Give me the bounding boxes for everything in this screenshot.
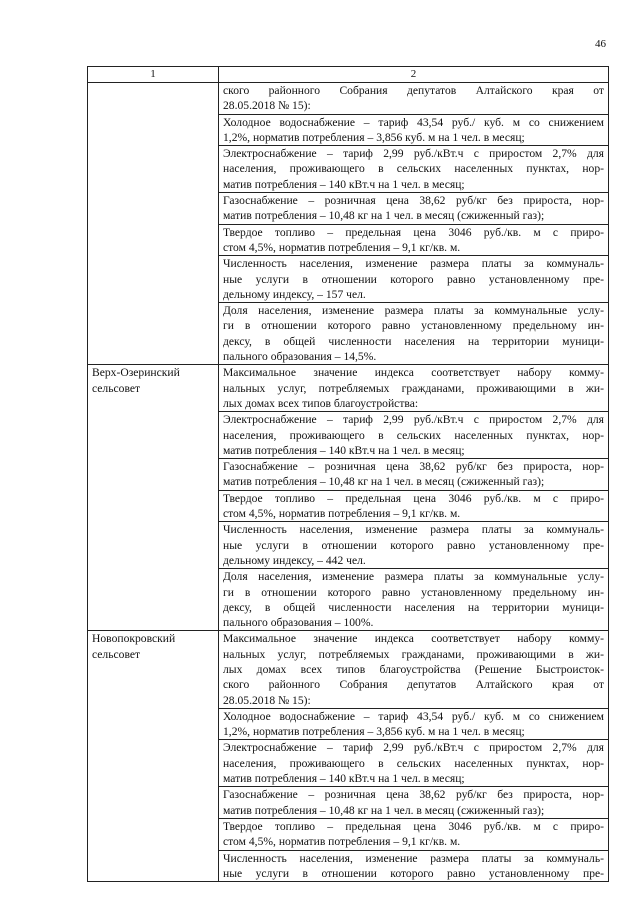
text-line: ги в отношении которого равно установленному предельному ин- <box>223 585 604 599</box>
text-line: Газоснабжение – розничная цена 38,62 руб/кг без прироста, нор- <box>223 460 604 474</box>
text-line: Электроснабжение – тариф 2,99 руб./кВт.ч с приростом 2,7% для <box>223 413 604 427</box>
text-line: Холодное водоснабжение – тариф 43,54 руб./ куб. м со снижением <box>223 709 604 723</box>
municipality-name-line: сельсовет <box>92 381 141 395</box>
municipality-cell <box>88 83 219 365</box>
tariff-paragraph <box>219 522 608 569</box>
text-line: Доля населения, изменение размера платы за коммунальные услу- <box>223 570 604 584</box>
text-line: 28.05.2018 № 15): <box>223 693 311 707</box>
page-number: 46 <box>595 38 606 50</box>
text-line: Максимальное значение индекса соответствует набору комму- <box>223 366 604 380</box>
tariff-table <box>87 66 609 882</box>
text-line: стом 4,5%, норматив потребления – 9,1 кг/кв. м. <box>223 240 461 254</box>
header-col-2: 2 <box>219 67 609 83</box>
text-line: Численность населения, изменение размера платы за коммуналь- <box>223 257 604 271</box>
text-line: ского районного Собрания депутатов Алтайского края от <box>223 84 604 97</box>
tariff-paragraph <box>219 303 608 364</box>
tariff-paragraph <box>219 83 608 115</box>
text-line: нальных услуг, потребляемых гражданами, проживающими в жи- <box>223 647 604 661</box>
text-line: дельному индексу, – 442 чел. <box>223 553 366 567</box>
text-line: Газоснабжение – розничная цена 38,62 руб/кг без прироста, нор- <box>223 194 604 208</box>
text-line: Электроснабжение – тариф 2,99 руб./кВт.ч с приростом 2,7% для <box>223 741 604 755</box>
text-line: 1,2%, норматив потребления – 3,856 куб. м на 1 чел. в месяц; <box>223 725 525 739</box>
tariff-paragraph <box>219 412 608 459</box>
table-header-row <box>88 67 609 83</box>
text-line: ные услуги в отношении которого равно установленному пре- <box>223 538 604 552</box>
text-line: ные услуги в отношении которого равно установленному пре- <box>223 272 604 286</box>
table-row <box>88 365 609 631</box>
municipality-name-line: сельсовет <box>92 647 141 661</box>
tariff-paragraph <box>219 365 608 412</box>
text-line: населения, проживающего в сельских населенных пунктах, нор- <box>223 428 604 442</box>
tariff-paragraph <box>219 709 608 741</box>
description-cell <box>219 365 609 631</box>
text-line: дельному индексу, – 157 чел. <box>223 287 366 301</box>
text-line: пального образования – 14,5%. <box>223 350 377 364</box>
municipality-cell <box>88 631 219 882</box>
text-line: Твердое топливо – предельная цена 3046 руб./кв. м с приро- <box>223 491 604 505</box>
text-line: населения, проживающего в сельских населенных пунктах, нор- <box>223 756 604 770</box>
header-col-1: 1 <box>88 67 219 83</box>
table-row <box>88 631 609 882</box>
tariff-paragraph <box>219 569 608 630</box>
text-line: Холодное водоснабжение – тариф 43,54 руб./ куб. м со снижением <box>223 115 604 129</box>
tariff-paragraph <box>219 225 608 257</box>
text-line: Численность населения, изменение размера платы за коммуналь- <box>223 851 604 865</box>
text-line: Максимальное значение индекса соответствует набору комму- <box>223 632 604 646</box>
text-line: Газоснабжение – розничная цена 38,62 руб/кг без прироста, нор- <box>223 788 604 802</box>
text-line: матив потребления – 10,48 кг на 1 чел. в месяц (сжиженный газ); <box>223 209 545 223</box>
text-line: матив потребления – 140 кВт.ч на 1 чел. в месяц; <box>223 772 465 786</box>
text-line: 1,2%, норматив потребления – 3,856 куб. м на 1 чел. в месяц; <box>223 130 525 144</box>
tariff-paragraph <box>219 146 608 193</box>
tariff-paragraph <box>219 491 608 523</box>
text-line: Численность населения, изменение размера платы за коммуналь- <box>223 523 604 537</box>
text-line: матив потребления – 140 кВт.ч на 1 чел. в месяц; <box>223 177 465 191</box>
text-line: матив потребления – 140 кВт.ч на 1 чел. в месяц; <box>223 443 465 457</box>
table-row <box>88 83 609 365</box>
text-line: матив потребления – 10,48 кг на 1 чел. в месяц (сжиженный газ); <box>223 475 545 489</box>
tariff-paragraph <box>219 819 608 851</box>
text-line: дексу, в общей численности населения на территории муници- <box>223 334 604 348</box>
text-line: нальных услуг, потребляемых гражданами, проживающими в жи- <box>223 381 604 395</box>
text-line: стом 4,5%, норматив потребления – 9,1 кг/кв. м. <box>223 507 461 521</box>
tariff-paragraph <box>219 256 608 303</box>
text-line: матив потребления – 10,48 кг на 1 чел. в месяц (сжиженный газ); <box>223 803 545 817</box>
text-line: Доля населения, изменение размера платы за коммунальные услу- <box>223 304 604 318</box>
description-cell <box>219 631 609 882</box>
text-line: Твердое топливо – предельная цена 3046 руб./кв. м с приро- <box>223 819 604 833</box>
tariff-paragraph <box>219 115 608 147</box>
text-line: Твердое топливо – предельная цена 3046 руб./кв. м с приро- <box>223 225 604 239</box>
text-line: 28.05.2018 № 15): <box>223 99 311 113</box>
text-line: дексу, в общей численности населения на территории муници- <box>223 600 604 614</box>
municipality-name-line: Верх-Озеринский <box>92 366 180 380</box>
tariff-paragraph <box>219 851 608 882</box>
tariff-paragraph <box>219 631 608 708</box>
tariff-paragraph <box>219 459 608 491</box>
text-line: лых домах всех типов благоустройства (Решение Быстроисток- <box>223 662 604 676</box>
text-line: населения, проживающего в сельских населенных пунктах, нор- <box>223 162 604 176</box>
tariff-paragraph <box>219 787 608 819</box>
tariff-paragraph <box>219 193 608 225</box>
tariff-paragraph <box>219 740 608 787</box>
text-line: ги в отношении которого равно установленному предельному ин- <box>223 319 604 333</box>
municipality-name-line: Новопокровский <box>92 632 176 646</box>
text-line: лых домах всех типов благоустройства: <box>223 396 419 410</box>
text-line: пального образования – 100%. <box>223 616 374 630</box>
text-line: Электроснабжение – тариф 2,99 руб./кВт.ч с приростом 2,7% для <box>223 147 604 161</box>
text-line: стом 4,5%, норматив потребления – 9,1 кг/кв. м. <box>223 835 461 849</box>
text-line: ные услуги в отношении которого равно установленному пре- <box>223 866 604 880</box>
text-line: ского районного Собрания депутатов Алтайского края от <box>223 678 604 692</box>
municipality-cell <box>88 365 219 631</box>
description-cell <box>219 83 609 365</box>
